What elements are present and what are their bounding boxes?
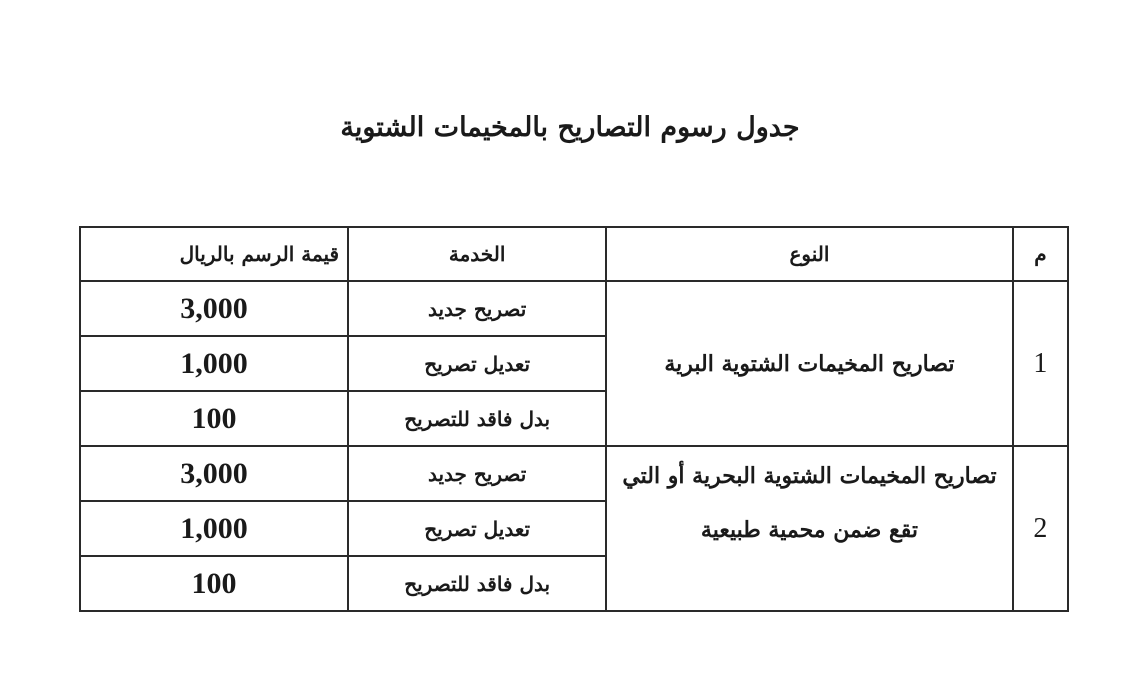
- table-row: [80, 446, 1068, 501]
- fee-cell: 100: [80, 391, 348, 446]
- fees-table: [79, 226, 1069, 612]
- service-cell: بدل فاقد للتصريح: [348, 556, 606, 611]
- header-service: الخدمة: [348, 227, 606, 281]
- permit-type: تصاريح المخيمات الشتوية البرية: [606, 281, 1013, 446]
- service-cell: تعديل تصريح: [348, 501, 606, 556]
- fee-cell: 1,000: [80, 501, 348, 556]
- fee-cell: 100: [80, 556, 348, 611]
- row-number: 1: [1013, 281, 1068, 446]
- service-cell: تصريح جديد: [348, 281, 606, 336]
- service-cell: تصريح جديد: [348, 446, 606, 501]
- row-number: 2: [1013, 446, 1068, 611]
- service-cell: تعديل تصريح: [348, 336, 606, 391]
- header-num: م: [1013, 227, 1068, 281]
- header-fee: قيمة الرسم بالريال: [80, 227, 348, 281]
- table-row: [80, 281, 1068, 336]
- page-title: جدول رسوم التصاريح بالمخيمات الشتوية: [340, 112, 800, 143]
- fee-cell: 3,000: [80, 281, 348, 336]
- permit-type: تصاريح المخيمات الشتوية البحرية أو التي تقع ضمن محمية طبيعية: [606, 446, 1013, 611]
- service-cell: بدل فاقد للتصريح: [348, 391, 606, 446]
- table-header-row: [80, 227, 1068, 281]
- header-type: النوع: [606, 227, 1013, 281]
- fee-cell: 1,000: [80, 336, 348, 391]
- fee-cell: 3,000: [80, 446, 348, 501]
